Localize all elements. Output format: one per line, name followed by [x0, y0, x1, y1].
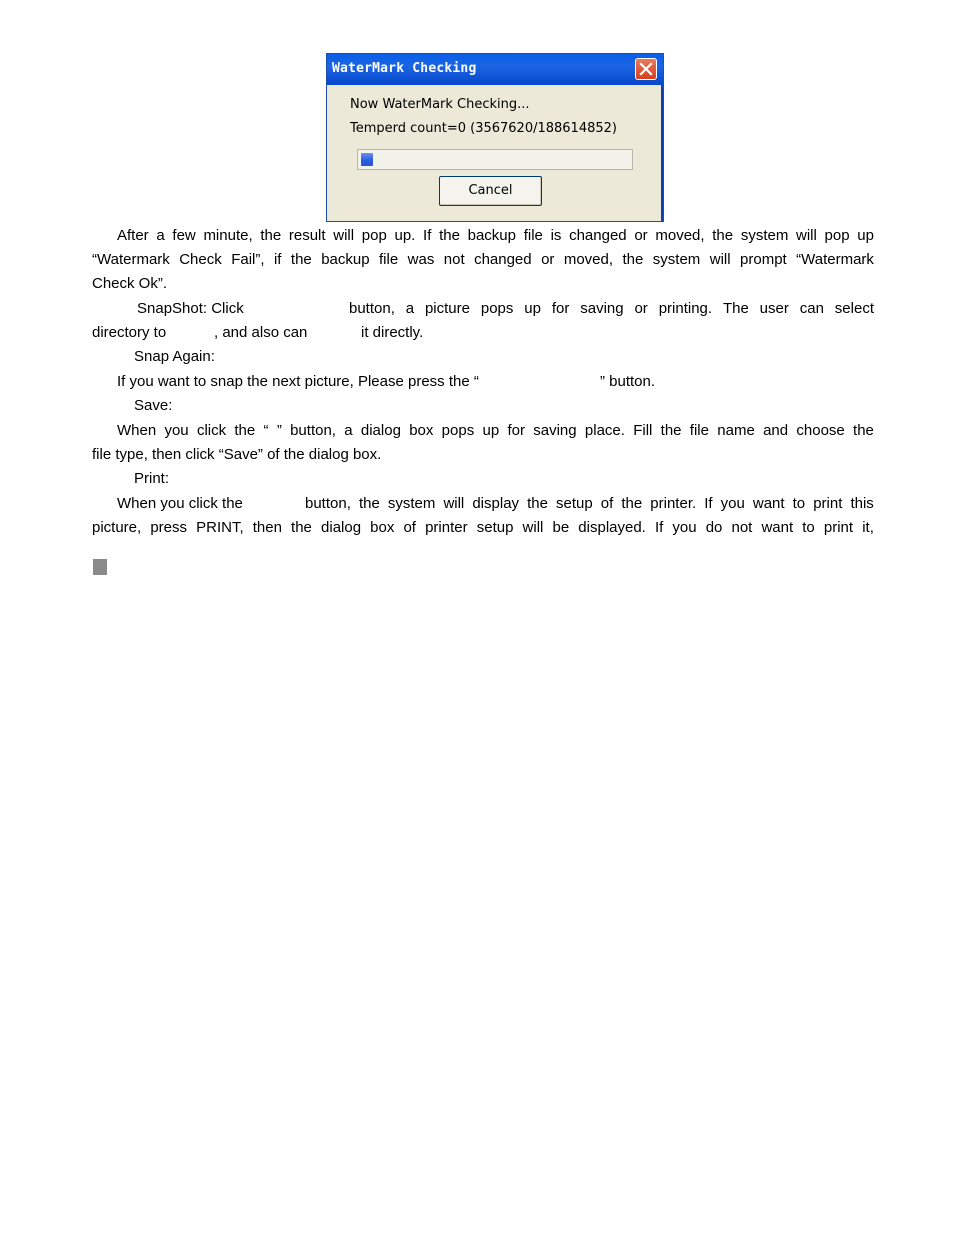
word: not — [443, 251, 465, 268]
word: will — [522, 519, 544, 536]
word: be — [552, 519, 570, 536]
word: system — [740, 227, 789, 244]
word: click — [196, 422, 227, 439]
snap-again-text-a: If you want to snap the next picture, Please press the “ — [117, 373, 479, 390]
word: After — [117, 227, 149, 244]
word: backup — [467, 227, 516, 244]
word: the — [290, 251, 312, 268]
word: few — [172, 227, 196, 244]
word: you — [164, 422, 189, 439]
snapshot-line2b: , and also can — [214, 324, 308, 341]
word: want — [761, 519, 794, 536]
snap-again-text-b: ” button. — [600, 373, 656, 390]
cancel-button[interactable]: Cancel — [439, 176, 542, 206]
paragraph-result-line1 — [117, 224, 874, 248]
word: will — [709, 251, 731, 268]
word: user — [759, 300, 789, 317]
status-text: Now WaterMark Checking... — [350, 97, 530, 112]
print-line2 — [92, 516, 874, 540]
word: “ — [263, 422, 269, 439]
word: of — [403, 519, 416, 536]
word: the — [853, 422, 874, 439]
count-text: Temperd count=0 (3567620/188614852) — [350, 121, 617, 136]
close-button[interactable] — [635, 58, 657, 80]
word: print — [823, 519, 854, 536]
word: do — [705, 519, 723, 536]
word: up — [857, 227, 874, 244]
progress-fill — [361, 153, 373, 166]
word: printer. — [650, 495, 697, 512]
word: pop — [824, 227, 850, 244]
word: moved, — [655, 227, 705, 244]
word: name — [717, 422, 755, 439]
word: file — [379, 251, 399, 268]
word: dialog — [360, 422, 401, 439]
word: the — [260, 227, 282, 244]
word: dialog — [321, 519, 362, 536]
word: a — [405, 300, 415, 317]
word: a — [156, 227, 165, 244]
word: Fill — [633, 422, 653, 439]
word: pops — [480, 300, 514, 317]
word: moved, — [563, 251, 614, 268]
snapshot-line2a: directory to — [92, 324, 167, 341]
word: prompt — [740, 251, 787, 268]
word: changed — [474, 251, 532, 268]
save-heading: Save: — [134, 397, 173, 414]
word: If — [704, 495, 713, 512]
word: up. — [394, 227, 416, 244]
word: or — [541, 251, 555, 268]
print-heading: Print: — [134, 470, 170, 487]
word: you — [720, 495, 745, 512]
word: backup — [321, 251, 370, 268]
word: The — [722, 300, 749, 317]
word: setup — [476, 519, 514, 536]
paragraph-result-line2 — [92, 248, 874, 272]
word: system — [652, 251, 701, 268]
word: PRINT, — [196, 519, 244, 536]
snap-again-heading: Snap Again: — [134, 348, 215, 365]
word: file — [689, 422, 709, 439]
word: the — [527, 495, 548, 512]
word: displayed. — [578, 519, 646, 536]
word: pop — [361, 227, 387, 244]
word: the — [621, 495, 643, 512]
word: for — [507, 422, 525, 439]
word: If — [654, 519, 664, 536]
print-line1-rest — [305, 492, 874, 516]
word: is — [550, 227, 562, 244]
word: button, — [290, 422, 336, 439]
word: place. — [584, 422, 625, 439]
word: saving — [533, 422, 577, 439]
word: this — [850, 495, 874, 512]
word: choose — [796, 422, 845, 439]
word: you — [672, 519, 697, 536]
word: minute, — [203, 227, 253, 244]
word: Fail”, — [231, 251, 265, 268]
word: or — [634, 227, 648, 244]
close-icon — [639, 62, 653, 76]
snapshot-line2c: it directly. — [361, 324, 424, 341]
word: the — [660, 422, 682, 439]
word: picture — [424, 300, 470, 317]
word: printer — [425, 519, 468, 536]
word: When — [117, 422, 157, 439]
paragraph-result-line3: Check Ok”. — [92, 275, 168, 292]
word: “Watermark — [92, 251, 170, 268]
word: if — [273, 251, 282, 268]
word: can — [799, 300, 824, 317]
word: to — [802, 519, 815, 536]
word: ” — [276, 422, 282, 439]
word: button, — [305, 495, 351, 512]
word: for — [551, 300, 570, 317]
word: pops — [441, 422, 475, 439]
word: the — [291, 519, 312, 536]
word: the — [622, 251, 644, 268]
word: up — [524, 300, 541, 317]
word: will — [333, 227, 355, 244]
word: want — [752, 495, 785, 512]
dialog-title: WaterMark Checking — [332, 61, 477, 76]
word: “Watermark — [796, 251, 874, 268]
progress-bar — [357, 149, 633, 170]
word: press — [150, 519, 187, 536]
snapshot-line1-rest — [349, 297, 874, 321]
word: of — [600, 495, 614, 512]
word: select — [834, 300, 874, 317]
word: a — [344, 422, 353, 439]
word: changed — [569, 227, 627, 244]
word: the — [439, 227, 460, 244]
save-line1 — [117, 419, 874, 443]
word: button, — [349, 300, 395, 317]
word: was — [407, 251, 435, 268]
word: box — [409, 422, 434, 439]
word: up — [482, 422, 500, 439]
word: it, — [862, 519, 874, 536]
image-placeholder — [93, 559, 107, 575]
watermark-dialog — [326, 53, 664, 222]
snapshot-label: SnapShot: Click — [137, 300, 244, 317]
word: box — [370, 519, 395, 536]
dialog-titlebar[interactable] — [327, 54, 663, 85]
print-line1a: When you click the — [117, 495, 243, 512]
word: file — [523, 227, 543, 244]
word: then — [252, 519, 282, 536]
word: and — [763, 422, 789, 439]
word: picture, — [92, 519, 142, 536]
word: system — [387, 495, 436, 512]
word: to — [792, 495, 806, 512]
word: setup — [556, 495, 593, 512]
word: display — [472, 495, 520, 512]
word: saving — [580, 300, 624, 317]
word: the — [712, 227, 734, 244]
word: the — [234, 422, 256, 439]
word: will — [443, 495, 465, 512]
word: the — [358, 495, 380, 512]
word: print — [813, 495, 843, 512]
word: Check — [179, 251, 222, 268]
word: If — [423, 227, 432, 244]
word: or — [634, 300, 648, 317]
word: result — [288, 227, 326, 244]
word: not — [731, 519, 753, 536]
word: printing. — [658, 300, 713, 317]
word: will — [796, 227, 817, 244]
save-line2: file type, then click “Save” of the dialog box. — [92, 446, 382, 463]
